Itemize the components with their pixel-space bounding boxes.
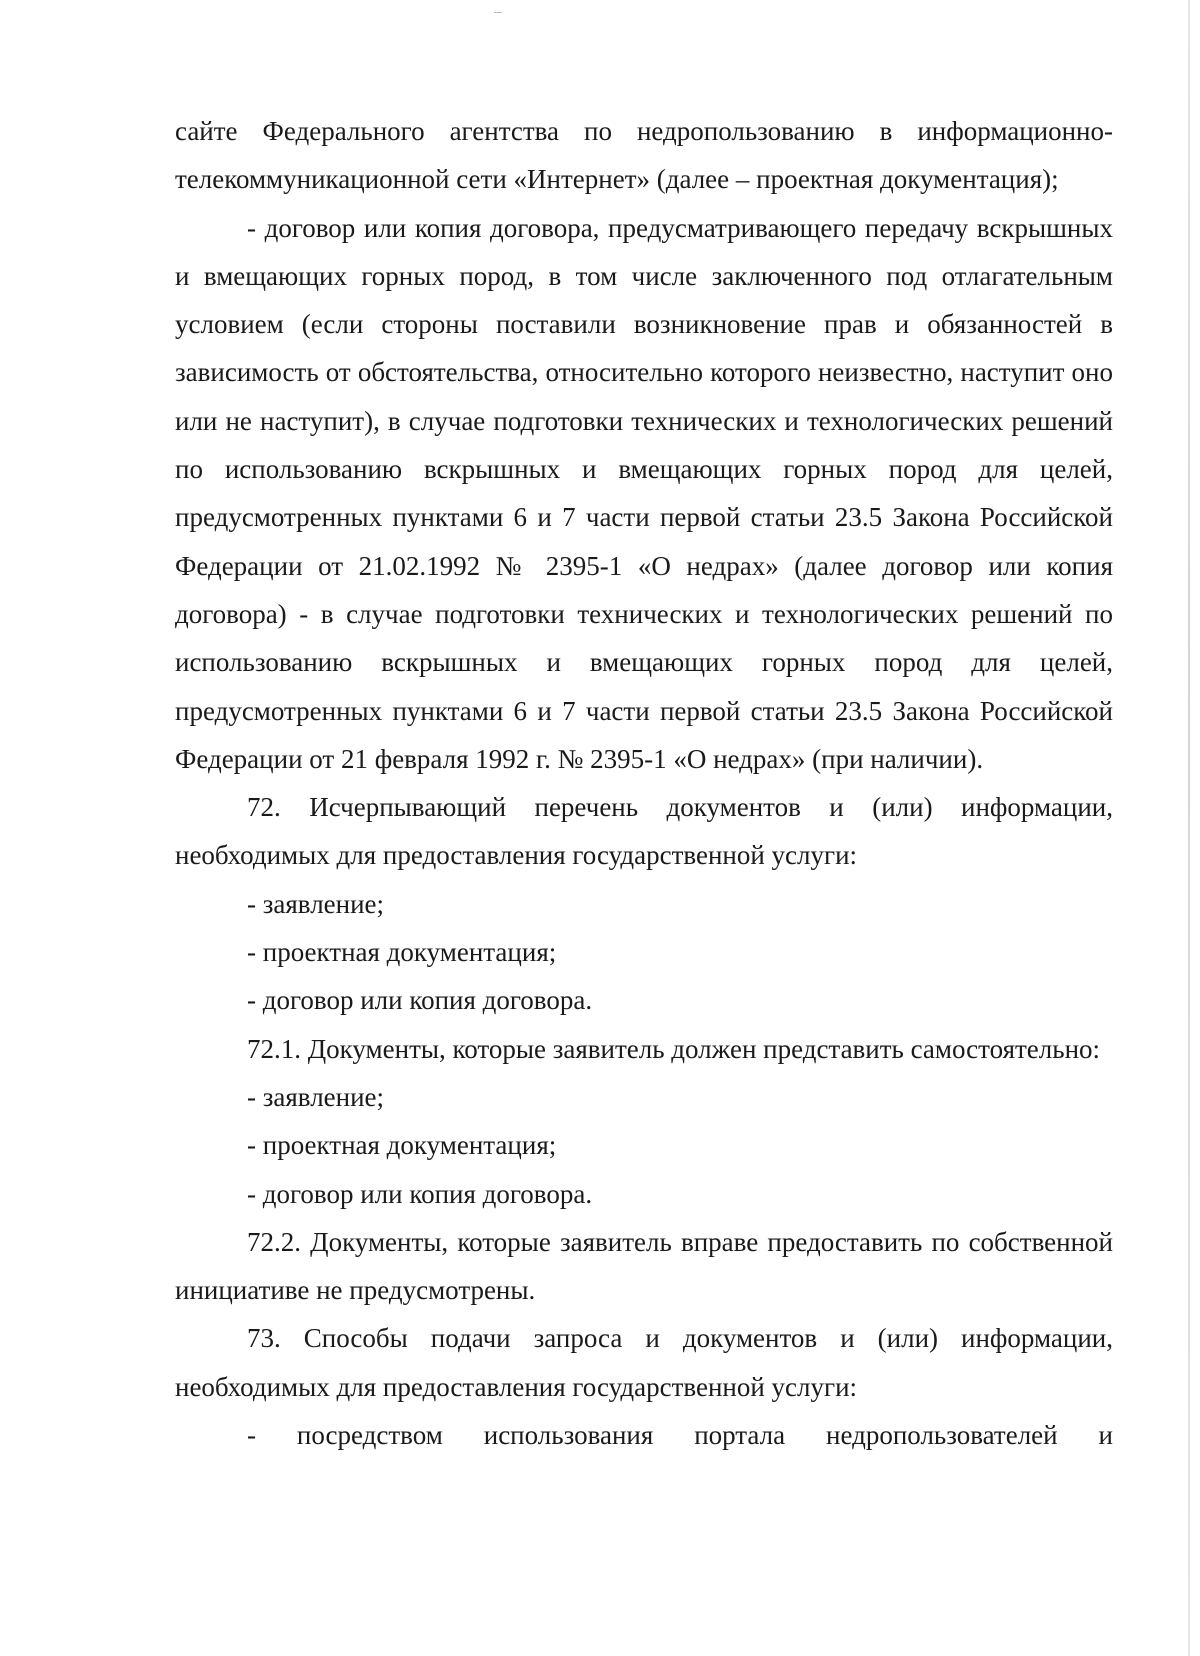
list-item: - заявление; — [247, 888, 385, 919]
paragraph-portal: - посредством использования портала недропользователей и — [247, 1420, 1113, 1451]
scan-mark — [494, 12, 502, 13]
list-item: - договор или копия договора. — [247, 985, 593, 1016]
paragraph-72-1: 72.1. Документы, которые заявитель должен представить самостоятельно: — [247, 1033, 1101, 1064]
scan-edge — [1188, 0, 1190, 1656]
list-item: - заявление; — [247, 1081, 385, 1112]
paragraph-continuation: сайте Федерального агентства по недропользованию в информационно-телекоммуникационной сети «Интернет» (далее – проектная документация); — [175, 116, 1113, 195]
paragraph-72: 72. Исчерпывающий перечень документов и (или) информации, необходимых для предоставления государственной услуги: — [175, 792, 1113, 871]
list-item: - договор или копия договора. — [247, 1178, 593, 1209]
paragraph-contract: - договор или копия договора, предусматривающего передачу вскрышных и вмещающих горных пород, в том числе заключенного под отлагательным условием (если стороны поставили возникновение прав и обязанностей в зависимость от обстоятельства, относительно которого неизвестно, наступит оно или не наступит), в случае подготовки технических и технологических решений по использованию вскрышных и вмещающих горных пород для целей, предусмотренных пунктами 6 и 7 части первой статьи 23.5 Закона Российской Федерации от 21.02.1992 № 2395-1 «О недрах» (далее договор или копия договора) - в случае подготовки технических и технологических решений по использованию вскрышных и вмещающих горных пород для целей, предусмотренных пунктами 6 и 7 части первой статьи 23.5 Закона Российской Федерации от 21 февраля 1992 г. № 2395-1 «О недрах» (при наличии). — [175, 212, 1113, 774]
paragraph-72-2: 72.2. Документы, которые заявитель вправе предоставить по собственной инициативе не предусмотрены. — [175, 1226, 1113, 1306]
document-body — [175, 107, 1113, 1459]
list-item: - проектная документация; — [247, 1130, 557, 1161]
paragraph-73: 73. Способы подачи запроса и документов и (или) информации, необходимых для предоставления государственной услуги: — [175, 1323, 1113, 1402]
list-item: - проектная документация; — [247, 937, 557, 968]
